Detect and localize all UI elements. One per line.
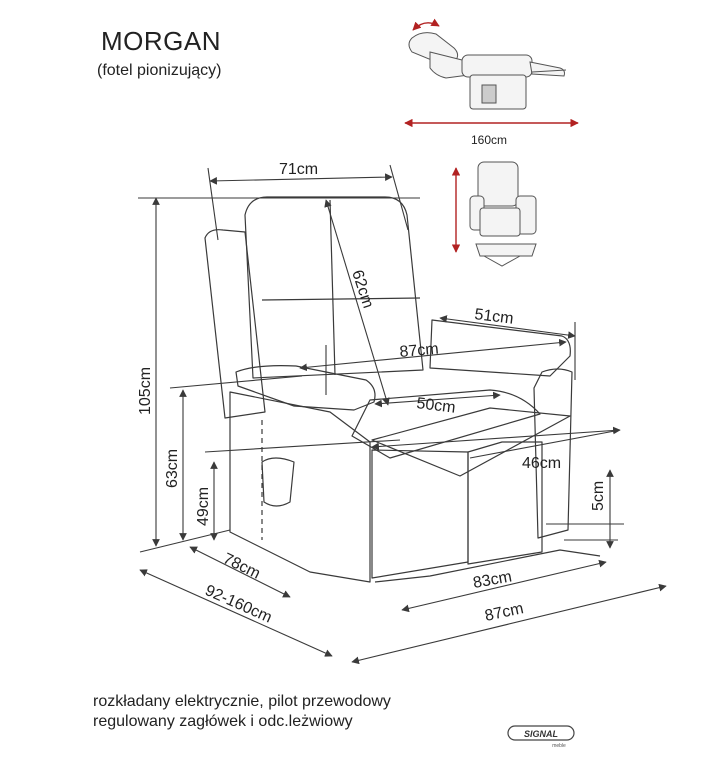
feature-line-2: regulowany zagłówek i odc.leżwiowy [93,713,353,730]
dim-top-width: 71cm [279,161,319,178]
dim-arm-height: 63cm [164,448,181,488]
recline-side-thumbnail [409,33,566,109]
feature-line-1: rozkładany elektrycznie, pilot przewodowy [93,693,391,710]
armchair-drawing [205,197,600,582]
signal-logo [507,724,577,748]
dim-recline-depth: 92-160cm [202,582,275,627]
dim-total-height: 105cm [137,366,154,415]
dim-base-width: 83cm [471,568,514,592]
headrest-tilt-arrow [413,23,439,30]
dim-total-width: 87cm [483,600,526,625]
svg-text:SIGNAL: SIGNAL [523,729,559,739]
product-subtitle: (fotel pionizujący) [97,62,222,79]
svg-text:meble: meble [552,743,566,748]
dim-inner-width: 87cm [398,340,440,361]
dim-arm-to-front: 51cm [473,306,515,328]
lift-chair-thumbnail [470,162,536,266]
dim-seat-height: 49cm [195,486,212,526]
dim-back-height: 62cm [348,267,377,311]
dim-seat-depth: 50cm [415,395,457,417]
dim-seat-width: 46cm [522,455,562,472]
dim-side-depth: 78cm [220,550,263,583]
product-title: MORGAN [101,26,221,56]
dim-recline-length: 160cm [471,133,508,147]
dim-leg-height: 5cm [590,480,607,511]
